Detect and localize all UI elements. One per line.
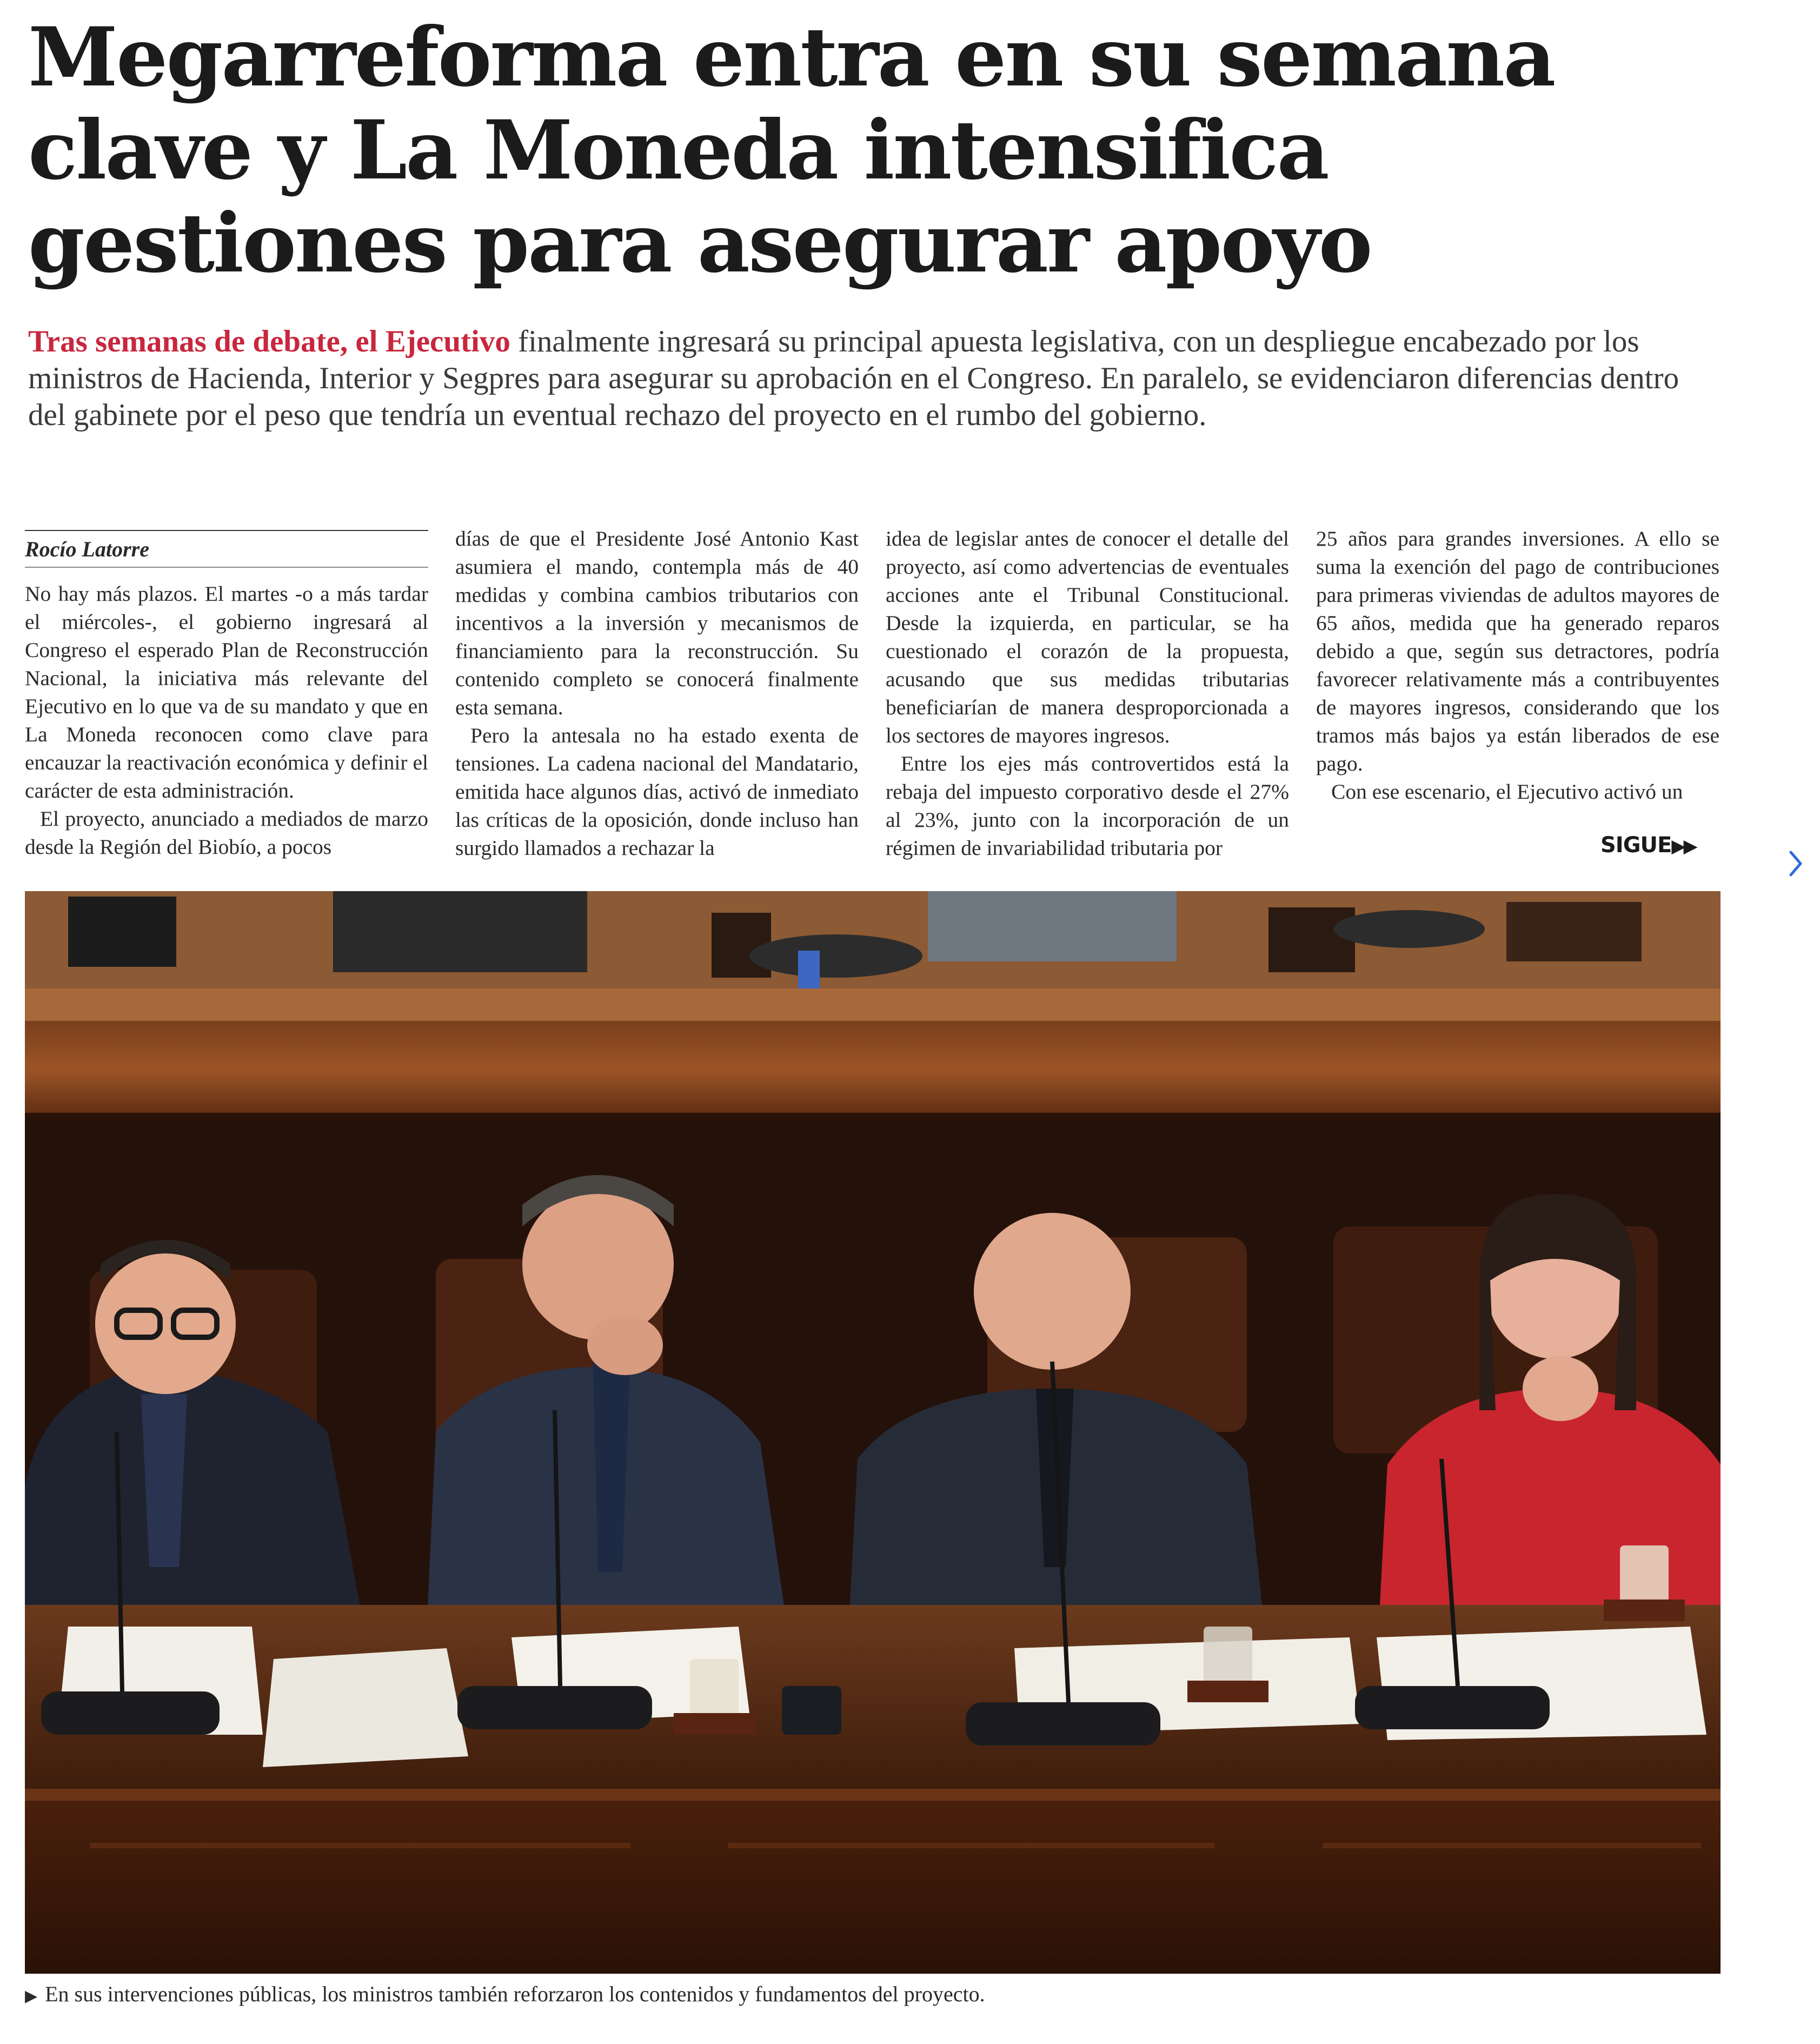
continue-label: SIGUE [1600,833,1672,858]
headline [28,11,1596,290]
paragraph: idea de legislar antes de conocer el detalle del proyecto, así como advertencias de eventuales acciones ante el Tribunal Constitucional. Desde la izquierda, en particular, se ha cuestionado el corazón de la propuesta, acusando que sus medidas tributarias beneficiarían de manera desproporcionada a los sectores de mayores ingresos. [886,527,1289,747]
byline: Rocío Latorre [25,530,428,568]
next-page-chevron-icon[interactable] [1788,845,1804,882]
article-dek [28,323,1715,434]
article-photo [25,891,1721,1974]
paragraph: Entre los ejes más controvertidos está la rebaja del impuesto corporativo desde el 27% al 23%, junto con la incorporación de un régimen de invariabilidad tributaria por [886,752,1289,860]
paragraph: Pero la antesala no ha estado exenta de tensiones. La cadena nacional del Mandatario, emitida hace algunos días, activó de inmediato las críticas de la oposición, donde incluso han surgido llamados a rechazar la [455,724,859,860]
article-column-3 [886,525,1289,862]
caption-marker-icon: ▶ [25,1987,38,2005]
photo-caption [25,1979,1721,2012]
continue-arrows-icon: ▶▶ [1671,835,1696,857]
headline-line: gestiones para asegurar apoyo [28,196,1371,291]
continue-link[interactable] [1600,833,1696,858]
paragraph: No hay más plazos. El martes -o a más tardar el miércoles-, el gobierno ingresará al Congreso el esperado Plan de Reconstrucción Nacional, la iniciativa más relevante del Ejecutivo en lo que va de su mandato y que en La Moneda reconocen como clave para encauzar la reactivación económica y definir el carácter de esta administración. [25,582,428,802]
headline-line: clave y La Moneda intensifica [28,103,1328,198]
article-column-1 [25,530,428,861]
paragraph: días de que el Presidente José Antonio Kast asumiera el mando, contempla más de 40 medidas y combina cambios tributarios con incentivos a la inversión y mecanismos de financiamiento para la reconstrucción. Su contenido completo se conocerá finalmente esta semana. [455,527,859,719]
caption-text: En sus intervenciones públicas, los ministros también reforzaron los contenidos y fundamentos del proyecto. [45,1982,985,2006]
headline-line: Megarreforma entra en su semana [28,10,1555,105]
photo-illustration [25,891,1721,1974]
dek-lead: Tras semanas de debate, el Ejecutivo [28,324,510,359]
paragraph: El proyecto, anunciado a mediados de marzo desde la Región del Biobío, a pocos [25,807,428,859]
paragraph: 25 años para grandes inversiones. A ello se suma la exención del pago de contribuciones para primeras viviendas de adultos mayores de 65 años, medida que ha generado reparos debido a que, según sus detractores, podría favorecer relativamente más a contribuyentes de mayores ingresos, considerando que los tramos más bajos ya están liberados de ese pago. [1316,527,1719,775]
dek-text: finalmente ingresará su principal apuesta legislativa, con un despliegue encabezado por los ministros de Hacienda, Interior y Segpres para asegurar su aprobación en el Congreso. En paralelo, se evidenciaron diferencias dentro del gabinete por el peso que tendría un eventual rechazo del proyecto en el rumbo del gobierno. [28,324,1679,432]
article-column-4 [1316,525,1719,806]
article-column-2 [455,525,859,862]
paragraph: Con ese escenario, el Ejecutivo activó un [1331,780,1683,804]
